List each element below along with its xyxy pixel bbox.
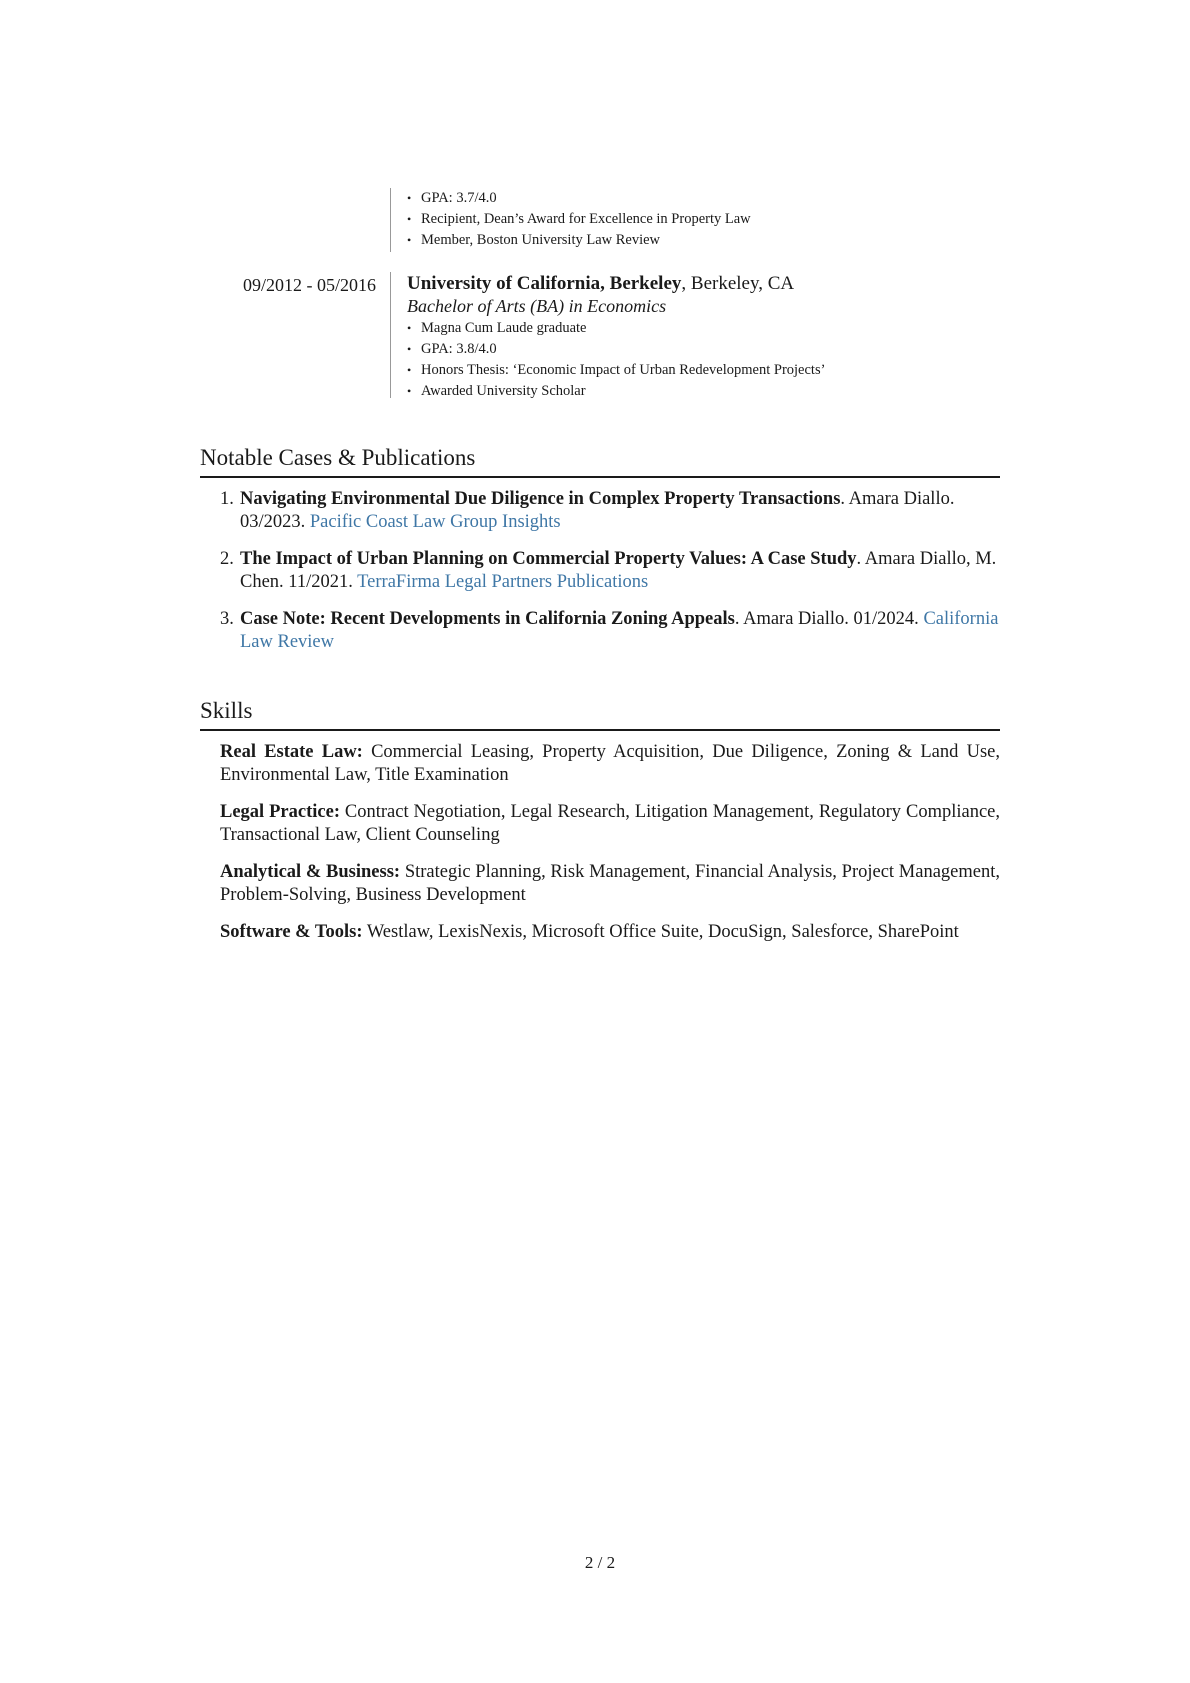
publication-link[interactable]: TerraFirma Legal Partners Publications bbox=[357, 572, 649, 592]
bullet-dot-icon: • bbox=[407, 191, 412, 205]
education-bullets bbox=[407, 188, 1007, 251]
skill-values: Strategic Planning, Risk Management, Financial Analysis, Project Management, Problem-Solving, Business Development bbox=[220, 862, 1000, 905]
skill-category: Legal Practice: bbox=[220, 802, 340, 822]
institution-name: University of California, Berkeley bbox=[407, 273, 682, 294]
bullet-dot-icon: • bbox=[407, 233, 412, 247]
publication-details: . Amara Diallo, M. Chen. 11/2021. bbox=[240, 549, 997, 592]
education-bullets bbox=[407, 318, 1007, 402]
education-heading bbox=[407, 272, 1007, 295]
education-date: 09/2012 - 05/2016 bbox=[243, 275, 376, 295]
bullet-item: • Honors Thesis: ‘Economic Impact of Urban Redevelopment Projects’ bbox=[407, 360, 1007, 381]
publication-item bbox=[200, 488, 1005, 534]
publication-details: . Amara Diallo. 03/2023. bbox=[240, 489, 955, 532]
publication-details: . Amara Diallo. 01/2024. bbox=[734, 609, 924, 629]
skill-values: Contract Negotiation, Legal Research, Litigation Management, Regulatory Compliance, Transactional Law, Client Counseling bbox=[220, 802, 1000, 845]
skill-values: Westlaw, LexisNexis, Microsoft Office Suite, DocuSign, Salesforce, SharePoint bbox=[362, 922, 959, 942]
bullet-item: • Recipient, Dean’s Award for Excellence in Property Law bbox=[407, 209, 1007, 230]
skill-group bbox=[220, 801, 1000, 847]
bullet-dot-icon: • bbox=[407, 342, 412, 356]
publication-title: Navigating Environmental Due Diligence in Complex Property Transactions bbox=[240, 489, 841, 509]
skill-group bbox=[220, 741, 1000, 787]
publication-link[interactable]: California Law Review bbox=[240, 609, 999, 652]
publication-item bbox=[200, 608, 1005, 654]
publication-item bbox=[200, 548, 1005, 594]
skill-category: Software & Tools: bbox=[220, 922, 363, 942]
education-entry-body bbox=[407, 272, 1007, 402]
section-title-publications: Notable Cases & Publications bbox=[200, 444, 1000, 478]
section-title-skills: Skills bbox=[200, 697, 1000, 731]
bullet-dot-icon: • bbox=[407, 212, 412, 226]
timeline-rule bbox=[390, 272, 391, 398]
publication-number: 1. bbox=[220, 489, 234, 509]
publications-list bbox=[200, 488, 1005, 668]
bullet-item: • Magna Cum Laude graduate bbox=[407, 318, 1007, 339]
institution-location: , Berkeley, CA bbox=[681, 273, 795, 294]
bullet-item: • GPA: 3.7/4.0 bbox=[407, 188, 1007, 209]
bullet-item: • GPA: 3.8/4.0 bbox=[407, 339, 1007, 360]
skill-group bbox=[220, 921, 1000, 944]
skill-values: Commercial Leasing, Property Acquisition, Due Diligence, Zoning & Land Use, Environmental Law, Title Examination bbox=[220, 742, 1000, 785]
bullet-dot-icon: • bbox=[407, 321, 412, 335]
publication-number: 3. bbox=[220, 609, 234, 629]
bullet-item: • Awarded University Scholar bbox=[407, 381, 1007, 402]
publication-link[interactable]: Pacific Coast Law Group Insights bbox=[309, 512, 561, 532]
bullet-dot-icon: • bbox=[407, 384, 412, 398]
skill-group bbox=[220, 861, 1000, 907]
bullet-item: • Member, Boston University Law Review bbox=[407, 230, 1007, 251]
degree-title: Bachelor of Arts (BA) in Economics bbox=[407, 296, 667, 316]
publication-number: 2. bbox=[220, 549, 234, 569]
timeline-rule bbox=[390, 188, 391, 252]
publication-title: Case Note: Recent Developments in California Zoning Appeals bbox=[240, 609, 735, 629]
skill-category: Analytical & Business: bbox=[220, 862, 401, 882]
skills-list bbox=[220, 741, 1000, 958]
bullet-dot-icon: • bbox=[407, 363, 412, 377]
skill-category: Real Estate Law: bbox=[220, 742, 363, 762]
page-number: 2 / 2 bbox=[584, 1553, 616, 1572]
publication-title: The Impact of Urban Planning on Commercial Property Values: A Case Study bbox=[240, 549, 857, 569]
education-entry-body bbox=[407, 188, 1007, 251]
